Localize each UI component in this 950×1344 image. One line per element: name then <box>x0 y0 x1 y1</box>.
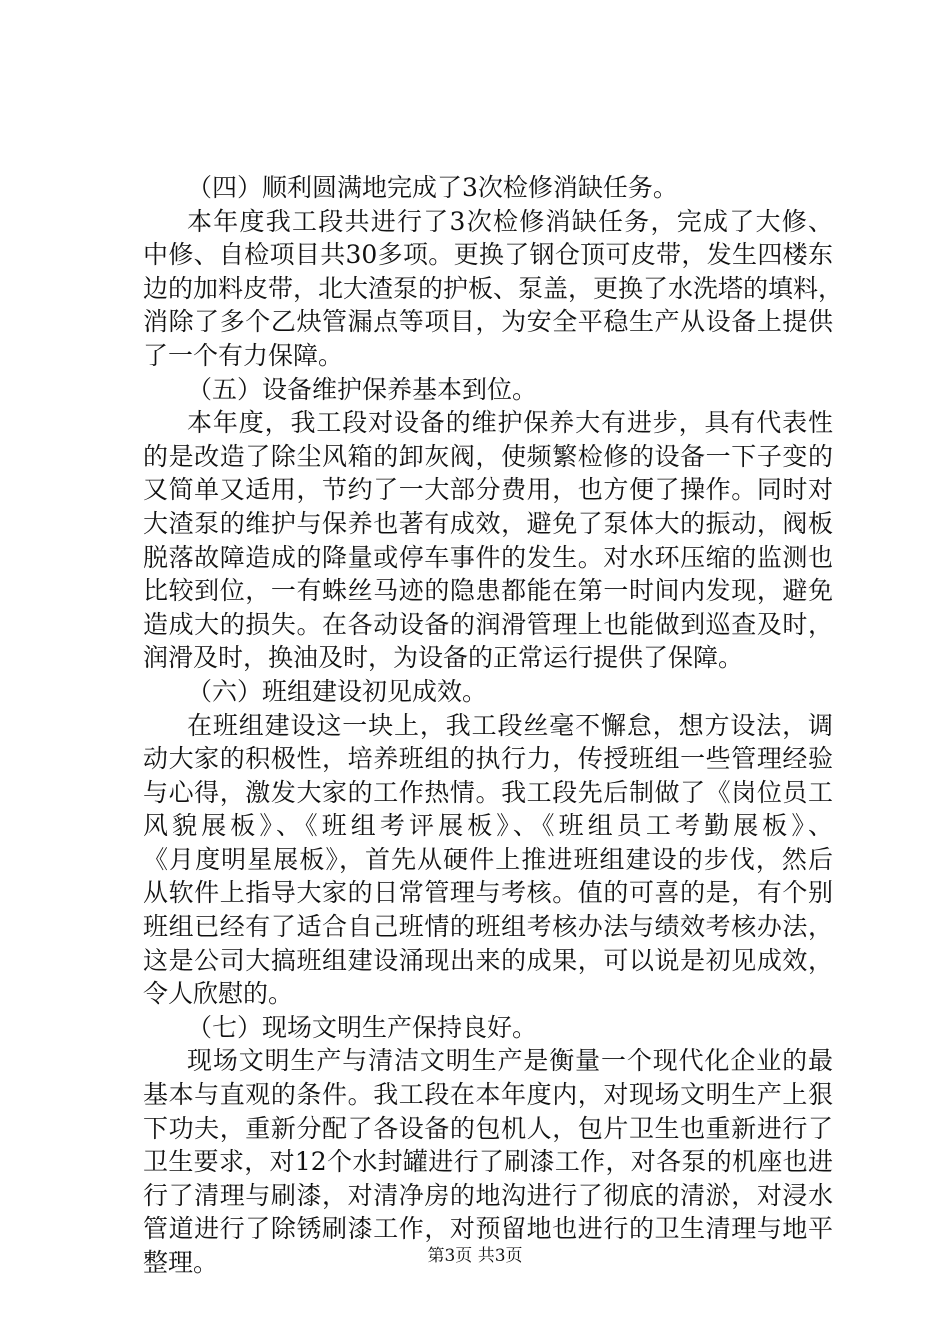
paragraph-line: 《月度明星展板》，首先从硬件上推进班组建设的步伐，然后 <box>143 844 833 874</box>
paragraph-line: 令人欣慰的。 <box>143 979 294 1009</box>
paragraph-line: 风貌展板》、《班组考评展板》、《班组员工考勤展板》、 <box>143 811 833 841</box>
paragraph-line: 大渣泵的维护与保养也著有成效，避免了泵体大的振动，阀板 <box>143 508 833 538</box>
section-heading-4: （四）顺利圆满地完成了3次检修消缺任务。 <box>187 173 678 202</box>
section-heading-5: （五）设备维护保养基本到位。 <box>187 374 538 404</box>
paragraph-line: 卫生要求，对12个水封罐进行了刷漆工作，对各泵的机座也进 <box>143 1147 833 1177</box>
paragraph-line: 行了清理与刷漆，对清净房的地沟进行了彻底的清淤，对浸水 <box>143 1180 833 1210</box>
document-body <box>143 171 844 1280</box>
paragraph-line: 动大家的积极性，培养班组的执行力，传授班组一些管理经验 <box>143 744 833 774</box>
section-heading-7: （七）现场文明生产保持良好。 <box>187 1012 538 1042</box>
paragraph-line: 又简单又适用，节约了一大部分费用，也方便了操作。同时对 <box>143 475 833 505</box>
paragraph-line: 本年度我工段共进行了3次检修消缺任务，完成了大修、 <box>187 206 833 236</box>
page-number-footer: 第3页 共3页 <box>427 1246 523 1266</box>
paragraph-line: 造成大的损失。在各动设备的润滑管理上也能做到巡查及时， <box>143 609 833 639</box>
paragraph-line: 在班组建设这一块上，我工段丝毫不懈怠，想方设法，调 <box>187 710 833 740</box>
paragraph-line: 与心得，激发大家的工作热情。我工段先后制做了《岗位员工 <box>143 777 833 807</box>
paragraph-line: 这是公司大搞班组建设涌现出来的成果，可以说是初见成效， <box>143 945 833 975</box>
paragraph-line: 的是改造了除尘风箱的卸灰阀，使频繁检修的设备一下子变的 <box>143 441 833 471</box>
paragraph-line: 边的加料皮带，北大渣泵的护板、泵盖，更换了水洗塔的填料， <box>143 273 844 303</box>
paragraph-line: 整理。 <box>143 1248 219 1277</box>
paragraph-line: 管道进行了除锈刷漆工作，对预留地也进行的卫生清理与地平 <box>143 1214 833 1244</box>
paragraph-line: 班组已经有了适合自己班情的班组考核办法与绩效考核办法， <box>143 912 833 942</box>
paragraph-line: 消除了多个乙炔管漏点等项目，为安全平稳生产从设备上提供 <box>143 307 833 337</box>
paragraph-line: 脱落故障造成的降量或停车事件的发生。对水环压缩的监测也 <box>143 542 833 572</box>
paragraph-line: 本年度，我工段对设备的维护保养大有进步，具有代表性 <box>187 408 833 438</box>
paragraph-line: 了一个有力保障。 <box>143 340 344 370</box>
paragraph-line: 从软件上指导大家的日常管理与考核。值的可喜的是，有个别 <box>143 878 833 908</box>
paragraph-line: 比较到位，一有蛛丝马迹的隐患都能在第一时间内发现，避免 <box>143 576 833 606</box>
paragraph-line: 中修、自检项目共30多项。更换了钢仓顶可皮带，发生四楼东 <box>143 240 833 270</box>
section-heading-6: （六）班组建设初见成效。 <box>187 676 488 706</box>
paragraph-line: 润滑及时，换油及时，为设备的正常运行提供了保障。 <box>143 643 744 673</box>
paragraph-line: 现场文明生产与清洁文明生产是衡量一个现代化企业的最 <box>187 1046 833 1076</box>
paragraph-line: 基本与直观的条件。我工段在本年度内，对现场文明生产上狠 <box>143 1080 833 1110</box>
paragraph-line: 下功夫，重新分配了各设备的包机人，包片卫生也重新进行了 <box>143 1113 833 1143</box>
